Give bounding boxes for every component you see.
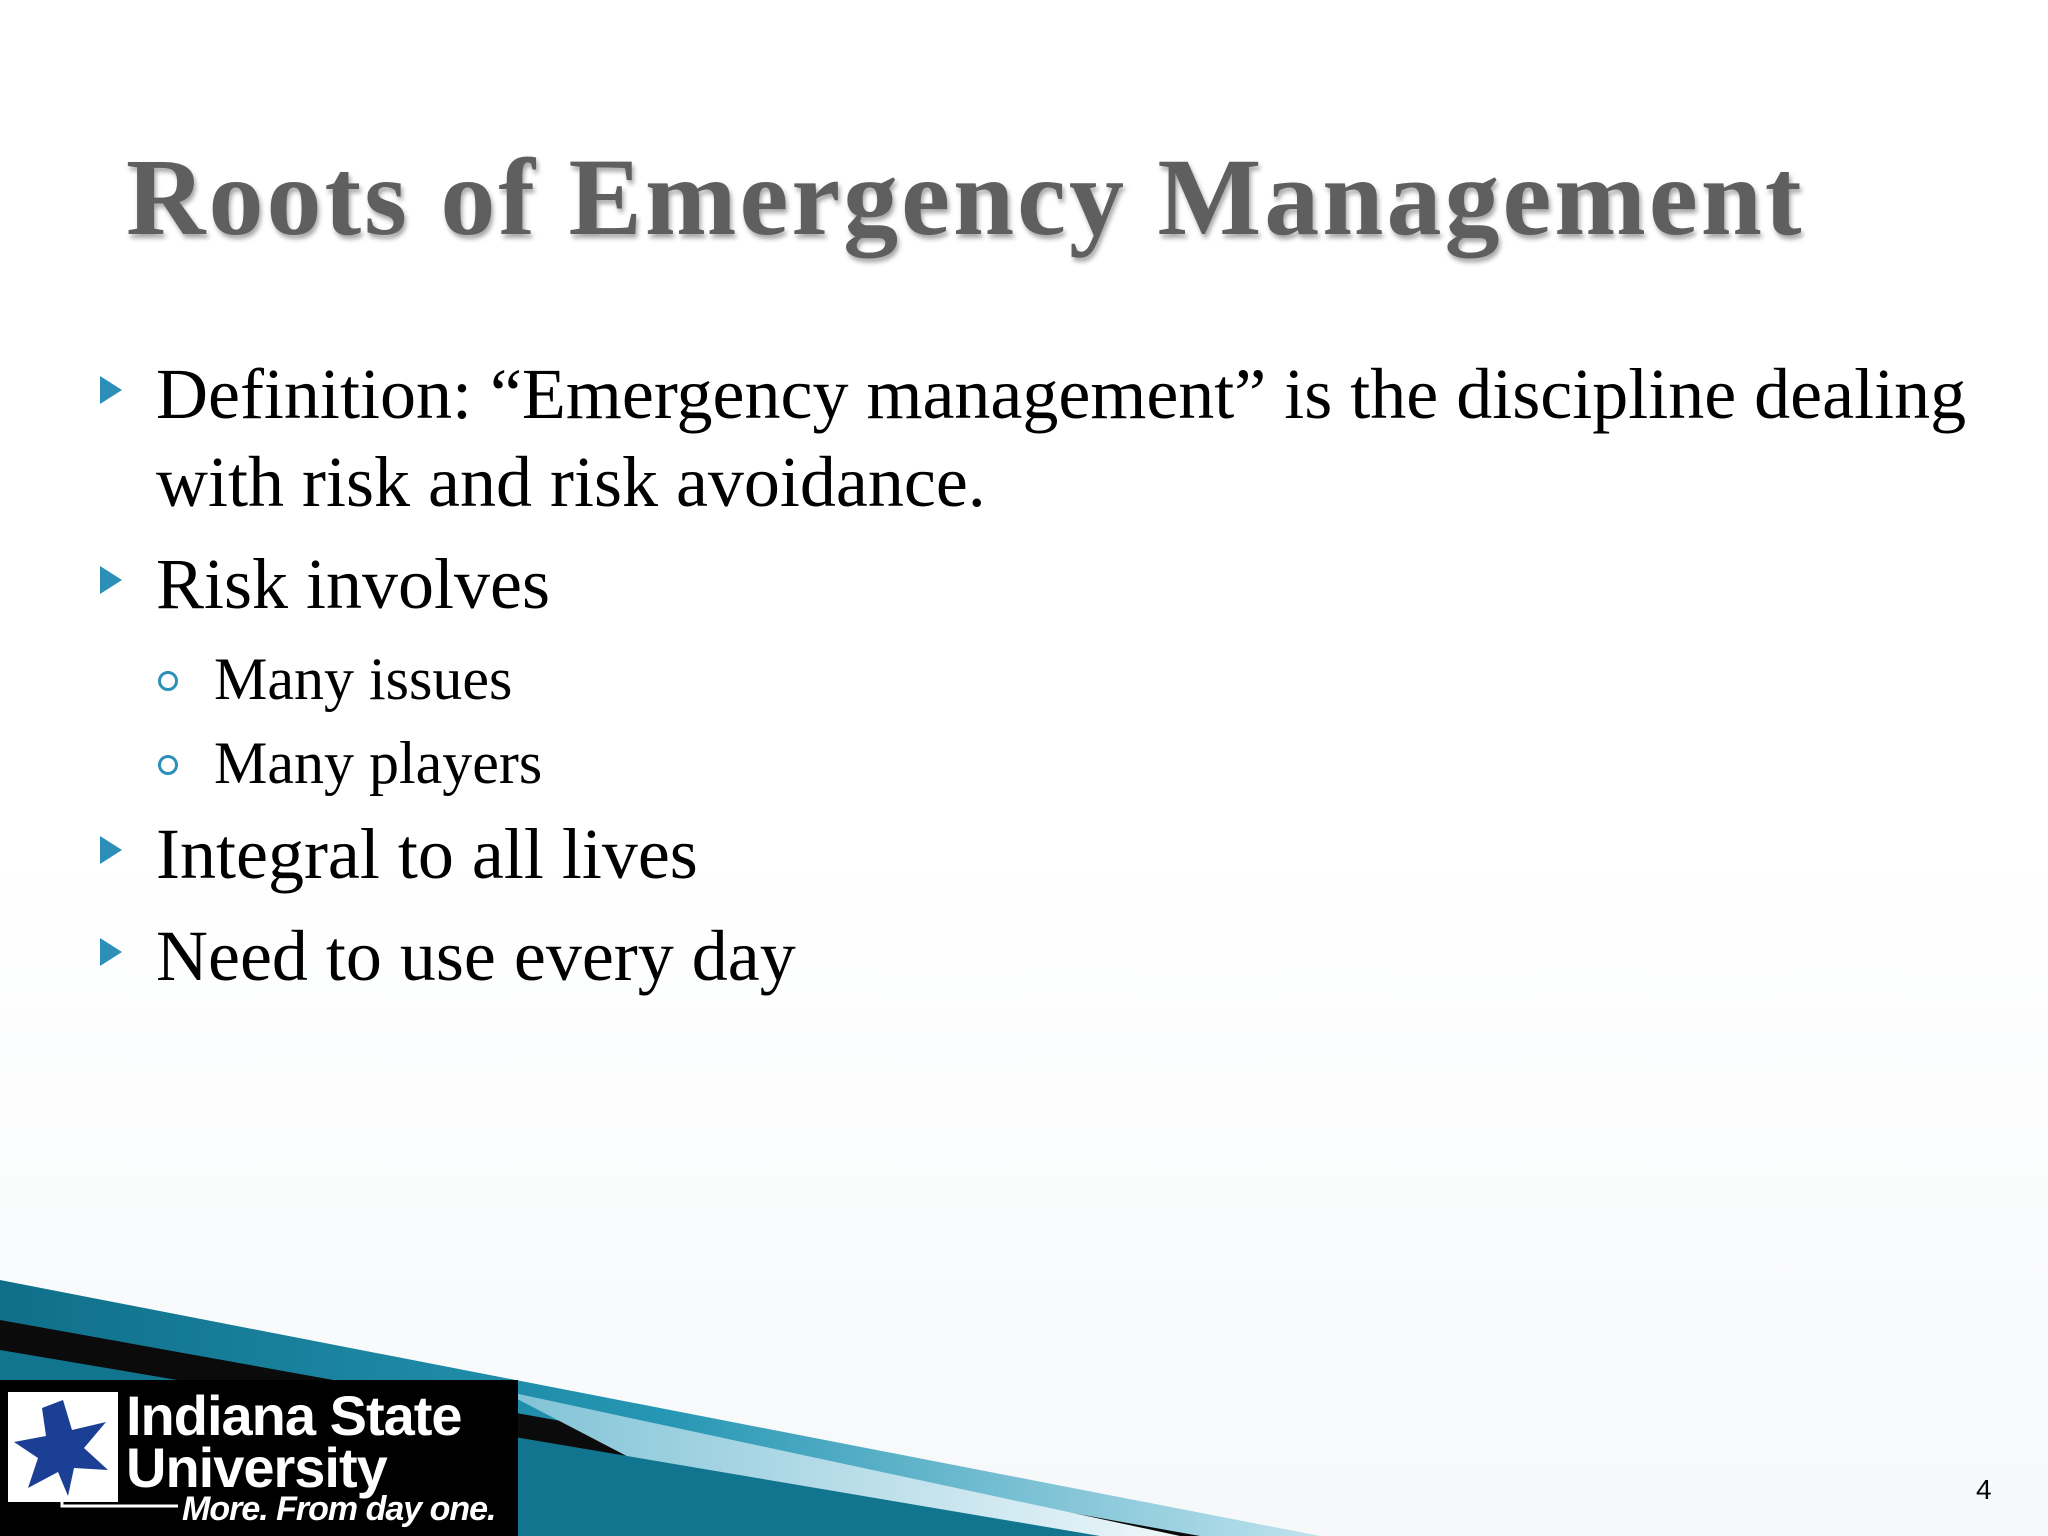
leaf-icon bbox=[8, 1392, 118, 1502]
logo-line-2: University bbox=[126, 1436, 387, 1499]
slide-title: Roots of Emergency Management bbox=[126, 136, 1805, 258]
triangle-bullet-icon bbox=[100, 566, 122, 594]
logo-tagline: More. From day one. bbox=[182, 1490, 496, 1528]
sub-bullet-item bbox=[158, 642, 1980, 716]
triangle-bullet-icon bbox=[100, 376, 122, 404]
bullet-list bbox=[100, 350, 1980, 1014]
circle-bullet-icon bbox=[158, 671, 178, 691]
bullet-text: Need to use every day bbox=[156, 916, 796, 996]
logo-wordmark bbox=[126, 1384, 462, 1499]
bullet-item bbox=[100, 912, 1980, 1000]
bullet-text: Many players bbox=[214, 730, 543, 796]
circle-bullet-icon bbox=[158, 755, 178, 775]
bullet-text: Risk involves bbox=[156, 544, 551, 624]
bullet-text: Many issues bbox=[214, 646, 513, 712]
page-number: 4 bbox=[1976, 1474, 1992, 1505]
bullet-item bbox=[100, 810, 1980, 898]
bullet-item bbox=[100, 540, 1980, 628]
triangle-bullet-icon bbox=[100, 836, 122, 864]
bullet-text: Integral to all lives bbox=[156, 814, 698, 894]
university-logo bbox=[0, 1380, 518, 1536]
logo-underline bbox=[60, 1490, 178, 1510]
logo-line-1: Indiana State bbox=[126, 1384, 462, 1447]
triangle-bullet-icon bbox=[100, 938, 122, 966]
sub-bullet-item bbox=[158, 726, 1980, 800]
bullet-item bbox=[100, 350, 1980, 526]
bullet-text: Definition: “Emergency management” is the discipline dealing with risk and risk avoidance. bbox=[156, 354, 1967, 522]
